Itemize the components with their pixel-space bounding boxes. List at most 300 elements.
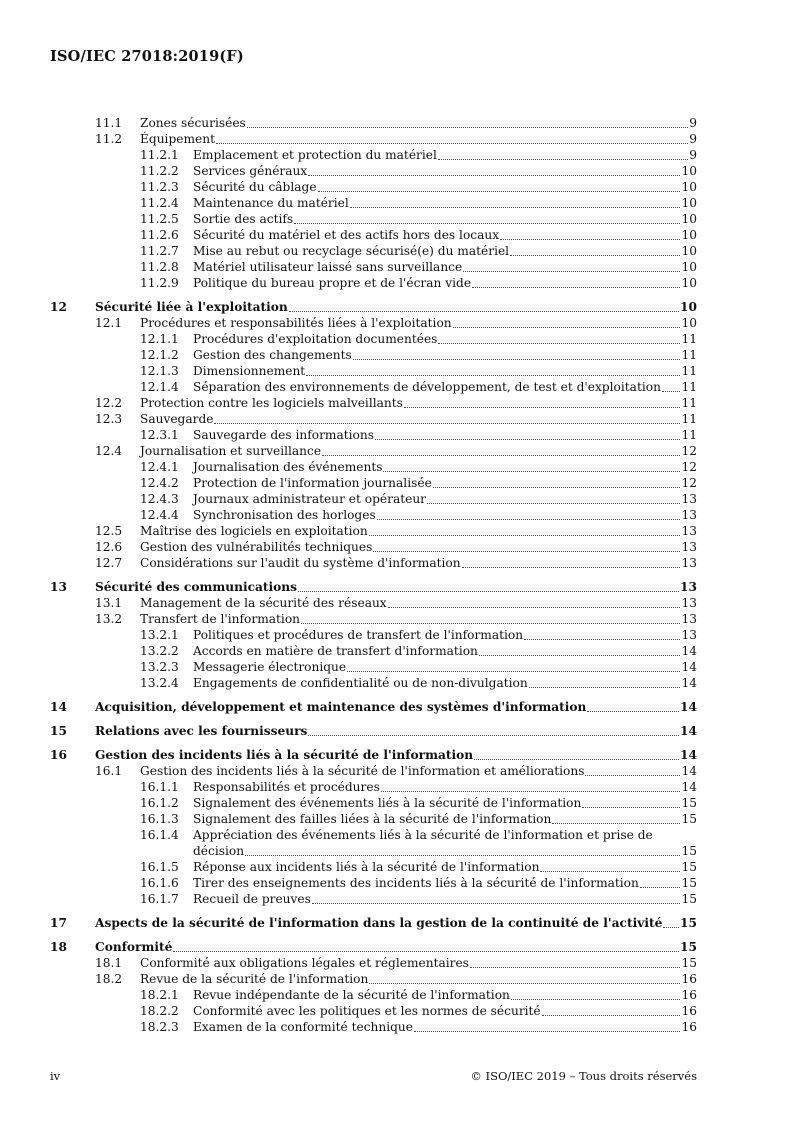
toc-entry-body [193,275,697,291]
toc-subclause[interactable] [0,611,793,627]
toc-clause[interactable] [0,915,793,931]
toc-subsubclause[interactable] [0,179,793,195]
toc-subclause[interactable] [0,763,793,779]
dot-leader [216,143,688,144]
toc-number: 16.1 [95,764,123,778]
toc-page-number: 14 [681,644,697,658]
toc-number: 12.4.3 [140,492,179,506]
dot-leader [369,535,681,536]
table-of-contents [0,115,793,1035]
toc-page-number: 11 [681,364,697,378]
dot-leader [463,271,680,272]
dot-leader [298,591,679,592]
toc-subsubclause[interactable] [0,275,793,291]
toc-entry-body [140,411,697,427]
toc-title-continuation-line [193,843,697,859]
toc-subclause[interactable] [0,315,793,331]
toc-subclause[interactable] [0,523,793,539]
toc-entry-body [95,299,697,315]
dot-leader [585,775,680,776]
toc-subsubclause[interactable] [0,507,793,523]
toc-page-number: 10 [681,196,697,210]
dot-leader [388,607,681,608]
toc-number: 11.2.4 [140,196,179,210]
toc-subsubclause[interactable] [0,163,793,179]
toc-page-number: 13 [681,596,697,610]
toc-title: Transfert de l'information [140,612,301,626]
toc-title: Acquisition, développement et maintenance des systèmes d'information [95,700,587,714]
toc-title: Signalement des événements liés à la sécurité de l'information [193,796,582,810]
dot-leader [474,759,679,760]
dot-leader [377,519,681,520]
toc-subsubclause[interactable] [0,427,793,443]
toc-title: Emplacement et protection du matériel [193,148,437,162]
toc-number: 16.1.2 [140,796,179,810]
toc-page-number: 12 [681,460,697,474]
toc-subsubclause[interactable] [0,1003,793,1019]
toc-page-number: 11 [681,428,697,442]
toc-title: Journalisation et surveillance [140,444,322,458]
dot-leader [353,359,681,360]
toc-page-number: 11 [681,332,697,346]
toc-page-number: 15 [680,940,697,954]
toc-clause[interactable] [0,939,793,955]
toc-title: Sauvegarde des informations [193,428,374,442]
toc-entry-body [193,1019,697,1035]
toc-subsubclause[interactable] [0,147,793,163]
toc-title: Journaux administrateur et opérateur [193,492,426,506]
toc-number: 18.2.3 [140,1020,179,1034]
toc-subsubclause[interactable] [0,227,793,243]
toc-title: Services généraux [193,164,308,178]
toc-page-number: 13 [681,628,697,642]
toc-entry-body [193,779,697,795]
toc-number: 11.2.1 [140,148,179,162]
toc-number: 11.2.2 [140,164,179,178]
toc-subsubclause[interactable] [0,331,793,347]
toc-page-number: 13 [681,556,697,570]
toc-page-number: 16 [681,1004,697,1018]
toc-number: 12.1.2 [140,348,179,362]
toc-page-number: 13 [681,612,697,626]
toc-number: 11.2.5 [140,212,179,226]
dot-leader [414,1031,681,1032]
dot-leader [373,551,680,552]
dot-leader [308,175,680,176]
toc-number: 13.2 [95,612,123,626]
toc-title: Sécurité du câblage [193,180,317,194]
toc-entry-body [140,523,697,539]
toc-subclause[interactable] [0,443,793,459]
toc-number: 18.2 [95,972,123,986]
toc-entry-body [95,747,697,763]
toc-number: 12.1.3 [140,364,179,378]
toc-title: Séparation des environnements de développement, de test et d'exploitation [193,380,661,394]
toc-title: Politique du bureau propre et de l'écran vide [193,276,472,290]
toc-page-number: 10 [681,164,697,178]
toc-title: Journalisation des événements [193,460,383,474]
toc-page-number: 13 [680,580,697,594]
toc-page-number: 14 [681,764,697,778]
dot-leader [322,455,680,456]
toc-page-number: 9 [689,148,697,162]
toc-entry-body [95,939,697,955]
dot-leader [587,711,679,712]
toc-clause[interactable] [0,299,793,315]
toc-subsubclause[interactable] [0,379,793,395]
toc-entry-body [193,675,697,691]
toc-title: Synchronisation des horloges [193,508,376,522]
toc-entry-body [193,795,697,811]
toc-number: 12 [50,300,67,314]
footer-copyright: © ISO/IEC 2019 – Tous droits réservés [470,1069,697,1083]
toc-subclause[interactable] [0,115,793,131]
toc-number: 18.2.2 [140,1004,179,1018]
toc-title: Gestion des vulnérabilités techniques [140,540,373,554]
dot-leader [511,999,681,1000]
toc-title: Conformité aux obligations légales et réglementaires [140,956,469,970]
toc-page-number: 9 [689,116,697,130]
dot-leader [318,191,681,192]
dot-leader [301,623,680,624]
dot-leader [479,655,681,656]
toc-subsubclause[interactable] [0,475,793,491]
toc-page-number: 13 [681,524,697,538]
toc-title: Sécurité du matériel et des actifs hors des locaux [193,228,500,242]
toc-title: Sauvegarde [140,412,214,426]
toc-title: Engagements de confidentialité ou de non-divulgation [193,676,528,690]
toc-page-number: 10 [681,276,697,290]
toc-number: 16 [50,748,67,762]
toc-page-number: 11 [681,412,697,426]
dot-leader [404,407,681,408]
toc-title: Revue de la sécurité de l'information [140,972,369,986]
footer-page-number: iv [50,1069,61,1083]
toc-entry-body [193,643,697,659]
toc-entry-body [140,611,697,627]
toc-subclause[interactable] [0,555,793,571]
toc-number: 12.3 [95,412,123,426]
toc-entry-body [193,987,697,1003]
toc-page-number: 15 [681,796,697,810]
toc-clause[interactable] [0,723,793,739]
toc-subsubclause[interactable] [0,363,793,379]
toc-subsubclause[interactable] [0,779,793,795]
toc-number: 12.2 [95,396,123,410]
toc-subsubclause[interactable] [0,459,793,475]
toc-subsubclause[interactable] [0,795,793,811]
toc-title-continuation: décision [193,844,245,858]
toc-subclause[interactable] [0,539,793,555]
toc-entry-body [140,955,697,971]
toc-number: 16.1.3 [140,812,179,826]
toc-title: Sécurité des communications [95,580,298,594]
toc-entry-body [193,659,697,675]
toc-page-number: 11 [681,396,697,410]
toc-entry-body [140,131,697,147]
toc-title: Protection de l'information journalisée [193,476,432,490]
toc-subclause[interactable] [0,395,793,411]
toc-number: 16.1.6 [140,876,179,890]
toc-subsubclause[interactable] [0,347,793,363]
toc-title: Protection contre les logiciels malveillants [140,396,403,410]
toc-entry-body [193,331,697,347]
toc-entry-body [193,363,697,379]
toc-title: Politiques et procédures de transfert de l'information [193,628,524,642]
dot-leader [350,207,681,208]
toc-number: 13.2.3 [140,660,179,674]
toc-page-number: 12 [681,476,697,490]
toc-subsubclause[interactable] [0,827,793,859]
dot-leader [472,287,680,288]
toc-subsubclause[interactable] [0,859,793,875]
toc-page-number: 10 [681,244,697,258]
toc-subsubclause[interactable] [0,891,793,907]
toc-clause[interactable] [0,699,793,715]
toc-title: Gestion des incidents liés à la sécurité de l'information et améliorations [140,764,585,778]
toc-number: 18.1 [95,956,123,970]
toc-title: Réponse aux incidents liés à la sécurité de l'information [193,860,540,874]
toc-number: 12.6 [95,540,123,554]
toc-subsubclause[interactable] [0,987,793,1003]
toc-page-number: 14 [680,700,697,714]
toc-entry-body [140,443,697,459]
dot-leader [542,1015,681,1016]
toc-title: Conformité [95,940,173,954]
toc-title: Accords en matière de transfert d'information [193,644,478,658]
toc-entry-body [193,243,697,259]
toc-page-number: 13 [681,508,697,522]
toc-title: Recueil de preuves [193,892,311,906]
toc-entry-body [193,179,697,195]
toc-entry-body [95,723,697,739]
toc-page-number: 12 [681,444,697,458]
toc-page-number: 16 [681,972,697,986]
toc-subsubclause[interactable] [0,643,793,659]
toc-entry-body [193,379,697,395]
toc-subsubclause[interactable] [0,211,793,227]
toc-number: 12.4 [95,444,123,458]
toc-entry-body [95,699,697,715]
toc-title: Mise au rebut ou recyclage sécurisé(e) du matériel [193,244,510,258]
toc-number: 11.2.6 [140,228,179,242]
toc-clause[interactable] [0,747,793,763]
toc-page-number: 11 [681,348,697,362]
toc-entry-body [193,891,697,907]
toc-page-number: 15 [681,876,697,890]
toc-title: Tirer des enseignements des incidents liés à la sécurité de l'information [193,876,639,890]
toc-subsubclause[interactable] [0,659,793,675]
toc-subclause[interactable] [0,131,793,147]
toc-subsubclause[interactable] [0,627,793,643]
toc-number: 14 [50,700,67,714]
toc-page-number: 10 [681,260,697,274]
toc-subsubclause[interactable] [0,811,793,827]
toc-page-number: 15 [681,956,697,970]
toc-number: 13.1 [95,596,123,610]
toc-entry-body [95,579,697,595]
toc-title: Conformité avec les politiques et les normes de sécurité [193,1004,541,1018]
dot-leader [173,951,679,952]
toc-number: 12.3.1 [140,428,179,442]
dot-leader [214,423,680,424]
dot-leader [552,823,680,824]
dot-leader [529,687,681,688]
toc-page-number: 13 [681,492,697,506]
dot-leader [510,255,680,256]
toc-page-number: 11 [681,380,697,394]
toc-number: 12.1.4 [140,380,179,394]
toc-number: 11.2.8 [140,260,179,274]
toc-number: 15 [50,724,67,738]
dot-leader [383,471,680,472]
dot-leader [375,439,681,440]
toc-subclause[interactable] [0,955,793,971]
toc-title: Messagerie électronique [193,660,347,674]
toc-number: 16.1.1 [140,780,179,794]
toc-number: 12.1 [95,316,123,330]
dot-leader [524,639,680,640]
toc-subsubclause[interactable] [0,259,793,275]
toc-entry-body [193,875,697,891]
toc-page-number: 14 [680,724,697,738]
toc-number: 11.2 [95,132,123,146]
toc-entry-body [193,195,697,211]
toc-page-number: 15 [681,892,697,906]
toc-entry-body [193,163,697,179]
toc-subsubclause[interactable] [0,195,793,211]
toc-entry-body [193,211,697,227]
dot-leader [540,871,680,872]
toc-entry-body [193,827,697,859]
toc-entry-body [140,395,697,411]
dot-leader [438,343,680,344]
dot-leader [470,967,681,968]
toc-page-number: 16 [681,988,697,1002]
toc-clause[interactable] [0,579,793,595]
toc-title: Appréciation des événements liés à la sécurité de l'information et prise de [193,828,653,842]
toc-number: 17 [50,916,67,930]
dot-leader [433,487,681,488]
toc-page-number: 10 [681,180,697,194]
dot-leader [462,567,681,568]
toc-page-number: 14 [681,780,697,794]
toc-title: Revue indépendante de la sécurité de l'information [193,988,510,1002]
toc-title: Relations avec les fournisseurs [95,724,308,738]
toc-entry-body [140,115,697,131]
toc-title: Équipement [140,132,215,146]
toc-page-number: 10 [681,316,697,330]
toc-subclause[interactable] [0,595,793,611]
toc-entry-body [193,427,697,443]
toc-number: 13.2.1 [140,628,179,642]
dot-leader [662,391,681,392]
toc-entry-body [140,971,697,987]
toc-number: 13.2.2 [140,644,179,658]
toc-page-number: 15 [681,844,697,858]
toc-entry-body [193,859,697,875]
toc-title: Considérations sur l'audit du système d'information [140,556,461,570]
toc-title: Sortie des actifs [193,212,294,226]
toc-title: Management de la sécurité des réseaux [140,596,387,610]
toc-subsubclause[interactable] [0,1019,793,1035]
toc-number: 12.4.2 [140,476,179,490]
toc-subsubclause[interactable] [0,875,793,891]
toc-page-number: 14 [681,676,697,690]
toc-entry-body [193,227,697,243]
toc-title: Sécurité liée à l'exploitation [95,300,288,314]
dot-leader [427,503,680,504]
toc-page-number: 15 [681,812,697,826]
document-id-header: ISO/IEC 27018:2019(F) [50,48,244,65]
toc-number: 12.1.1 [140,332,179,346]
toc-entry-body [193,1003,697,1019]
toc-page-number: 14 [681,660,697,674]
toc-entry-body [193,259,697,275]
toc-page-number: 10 [681,212,697,226]
toc-number: 13 [50,580,67,594]
toc-title: Maîtrise des logiciels en exploitation [140,524,368,538]
toc-page-number: 9 [689,132,697,146]
toc-page-number: 13 [681,540,697,554]
dot-leader [289,311,679,312]
toc-number: 12.5 [95,524,123,538]
toc-number: 16.1.7 [140,892,179,906]
toc-subclause[interactable] [0,971,793,987]
dot-leader [312,903,681,904]
toc-entry-body [140,315,697,331]
toc-number: 11.2.3 [140,180,179,194]
toc-subsubclause[interactable] [0,243,793,259]
toc-entry-body [193,475,697,491]
dot-leader [663,927,679,928]
dot-leader [294,223,680,224]
toc-page-number: 16 [681,1020,697,1034]
toc-number: 18 [50,940,67,954]
toc-title: Procédures d'exploitation documentées [193,332,438,346]
toc-entry-body [193,811,697,827]
toc-page-number: 10 [680,300,697,314]
toc-title: Dimensionnement [193,364,306,378]
dot-leader [308,735,679,736]
toc-page-number: 15 [681,860,697,874]
dot-leader [247,127,688,128]
toc-entry-body [140,539,697,555]
toc-subclause[interactable] [0,411,793,427]
toc-entry-body [140,595,697,611]
toc-page-number: 15 [680,916,697,930]
toc-number: 12.4.1 [140,460,179,474]
toc-subsubclause[interactable] [0,675,793,691]
dot-leader [381,791,681,792]
toc-title: Responsabilités et procédures [193,780,380,794]
toc-entry-body [140,555,697,571]
toc-number: 11.2.9 [140,276,179,290]
toc-entry-body [95,915,697,931]
toc-entry-body [140,763,697,779]
toc-title: Gestion des incidents liés à la sécurité de l'information [95,748,474,762]
toc-title: Examen de la conformité technique [193,1020,413,1034]
toc-number: 18.2.1 [140,988,179,1002]
dot-leader [369,983,680,984]
toc-number: 16.1.4 [140,828,179,842]
toc-number: 12.4.4 [140,508,179,522]
toc-title: Zones sécurisées [140,116,246,130]
dot-leader [306,375,680,376]
toc-title: Procédures et responsabilités liées à l'exploitation [140,316,452,330]
toc-title: Maintenance du matériel [193,196,349,210]
toc-subsubclause[interactable] [0,491,793,507]
